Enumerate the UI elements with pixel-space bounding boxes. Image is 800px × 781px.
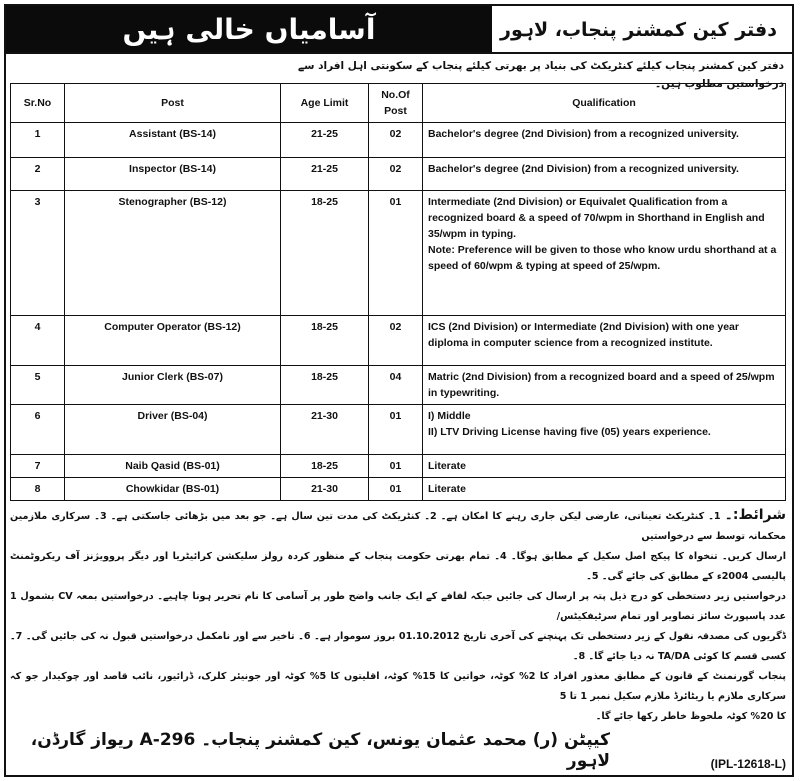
condition-text: 1۔ کنٹریکٹ تعیناتی، عارضی لیکن جاری رہنے کا امکان ہے۔ 2۔ کنٹریکٹ کی مدت تین سال ہے۔ جو بعد میں بڑھائی جاسکتی ہے۔ 3۔ سرکاری ملازمین محکمانہ توسط سے درخواستیں <box>10 511 786 542</box>
qualification-cell <box>423 158 786 191</box>
table-row <box>11 455 786 478</box>
divider <box>6 52 792 54</box>
age-limit-cell: 18-25 <box>281 316 369 366</box>
post-count-cell: 01 <box>369 405 423 455</box>
post-cell: Stenographer (BS-12) <box>65 191 281 316</box>
post-count-cell: 02 <box>369 158 423 191</box>
condition-line: درخواستیں زیر دستخطی کو درج ذیل پتہ پر ارسال کی جائیں جبکہ لفافے کے ایک جانب واضح طور پر آسامی کا نام تحریر ہونا چاہیے۔ درخواستیں بمعہ CV بشمول 1 عدد پاسپورٹ سائز تصاویر اور تمام سرٹیفکیٹس/ <box>10 591 786 622</box>
qualification-cell <box>423 316 786 366</box>
post-count-cell: 02 <box>369 123 423 158</box>
vacancy-table <box>10 83 786 501</box>
sr-cell: 7 <box>11 455 65 478</box>
post-cell: Naib Qasid (BS-01) <box>65 455 281 478</box>
post-count-cell: 01 <box>369 191 423 316</box>
age-limit-cell: 18-25 <box>281 366 369 405</box>
age-limit-cell: 21-25 <box>281 158 369 191</box>
qualification-cell <box>423 123 786 158</box>
sr-cell: 2 <box>11 158 65 191</box>
post-cell: Assistant (BS-14) <box>65 123 281 158</box>
post-cell: Chowkidar (BS-01) <box>65 478 281 501</box>
condition-line <box>10 505 786 547</box>
condition-line: پنجاب گورنمنٹ کے قانون کے مطابق معذور افراد کا 2% کوٹہ، خواتین کا 15% کوٹہ، اقلیتوں کا 5% کوٹہ اور جونیئر کلرک، ڈرائیور، نائب قاصد اور چوکیدار جو کہ سرکاری ملازم یا ریٹائرڈ ملازم سکیل نمبر 1 تا 5 <box>10 671 786 702</box>
column-header: Qualification <box>423 84 786 123</box>
signatory-address: کیپٹن (ر) محمد عثمان یونس، کین کمشنر پنجاب۔ 296-A ریواز گارڈن، لاہور <box>30 730 610 771</box>
column-header: Age Limit <box>281 84 369 123</box>
sr-cell: 1 <box>11 123 65 158</box>
qualification-cell <box>423 455 786 478</box>
qualification-text: Matric (2nd Division) from a recognized board and a speed of 25/wpm in typewriting. <box>428 371 775 399</box>
qualification-text: Literate <box>428 460 466 472</box>
qualification-text: Literate <box>428 483 466 495</box>
qualification-text: ICS (2nd Division) or Intermediate (2nd Division) with one year diploma in computer science from a recognized institute. <box>428 321 739 349</box>
post-count-cell: 02 <box>369 316 423 366</box>
qualification-text: Note: Preference will be given to those who know urdu shorthand at a speed of 60/wpm & typing at speed of 25/wpm. <box>428 244 777 272</box>
office-title: دفتر کین کمشنر پنجاب، لاہور <box>500 19 777 41</box>
table-row <box>11 123 786 158</box>
qualification-text: I) Middle <box>428 410 471 422</box>
qualification-text: Bachelor's degree (2nd Division) from a recognized university. <box>428 163 739 175</box>
table-row <box>11 316 786 366</box>
qualification-text: Intermediate (2nd Division) or Equivalet Qualification from a recognized board & a speed of 70/wpm in Shorthand in English and 35/wpm in typing. <box>428 196 765 240</box>
sr-cell: 6 <box>11 405 65 455</box>
qualification-text: II) LTV Driving License having five (05) years experience. <box>428 426 711 438</box>
condition-line: ارسال کریں۔ تنخواہ کا پیکج اصل سکیل کے مطابق ہوگا۔ 4۔ تمام بھرتی حکومت پنجاب کے منظور کردہ رولز سلیکشن کرائیٹریا اور دیگر پروویژنز آف ریکروٹمنٹ پالیسی 2004ء کے مطابق کی جائے گی۔ 5۔ <box>10 551 786 582</box>
table-header-row <box>11 84 786 123</box>
age-limit-cell: 18-25 <box>281 191 369 316</box>
table-row <box>11 191 786 316</box>
condition-line: ڈگریوں کی مصدقہ نقول کے زیر دستخطی تک پہنچنے کی آخری تاریخ 01.10.2012 بروز سوموار ہے۔ 6۔ تاخیر سے اور نامکمل درخواستیں قبول نہ کی جائیں گی۔ 7۔ کسی قسم کا کوئی TA/DA نہ دیا جائے گا۔ 8۔ <box>10 631 786 662</box>
age-limit-cell: 21-25 <box>281 123 369 158</box>
column-header: No.Of Post <box>369 84 423 123</box>
post-count-cell: 01 <box>369 455 423 478</box>
conditions <box>10 505 786 727</box>
vacancies-banner <box>6 6 492 52</box>
table-row <box>11 405 786 455</box>
table-row <box>11 478 786 501</box>
post-cell: Computer Operator (BS-12) <box>65 316 281 366</box>
qualification-cell <box>423 366 786 405</box>
table-row <box>11 158 786 191</box>
intro-text: دفتر کین کمشنر پنجاب کیلئے کنٹریکٹ کی بنیاد پر بھرتی کیلئے پنجاب کے سکونتی اہل افراد سے درخواستیں مطلوب ہیں۔ <box>298 60 784 90</box>
sr-cell: 5 <box>11 366 65 405</box>
qualification-cell <box>423 405 786 455</box>
qualification-cell <box>423 478 786 501</box>
age-limit-cell: 18-25 <box>281 455 369 478</box>
sr-cell: 8 <box>11 478 65 501</box>
table-row <box>11 366 786 405</box>
sr-cell: 4 <box>11 316 65 366</box>
column-header: Post <box>65 84 281 123</box>
post-cell: Inspector (BS-14) <box>65 158 281 191</box>
qualification-cell <box>423 191 786 316</box>
post-count-cell: 04 <box>369 366 423 405</box>
sr-cell: 3 <box>11 191 65 316</box>
post-cell: Junior Clerk (BS-07) <box>65 366 281 405</box>
bottom-section <box>10 505 786 771</box>
post-cell: Driver (BS-04) <box>65 405 281 455</box>
conditions-label: شرائط:۔ <box>724 507 786 523</box>
post-count-cell: 01 <box>369 478 423 501</box>
footer <box>10 729 786 771</box>
column-header: Sr.No <box>11 84 65 123</box>
age-limit-cell: 21-30 <box>281 405 369 455</box>
condition-line: کا 20% کوٹہ ملحوظ خاطر رکھا جائے گا۔ <box>595 711 786 722</box>
age-limit-cell: 21-30 <box>281 478 369 501</box>
qualification-text: Bachelor's degree (2nd Division) from a recognized university. <box>428 128 739 140</box>
banner-title: آسامیاں خالی ہیں <box>122 12 376 46</box>
reference-number: (IPL-12618-L) <box>710 757 786 771</box>
